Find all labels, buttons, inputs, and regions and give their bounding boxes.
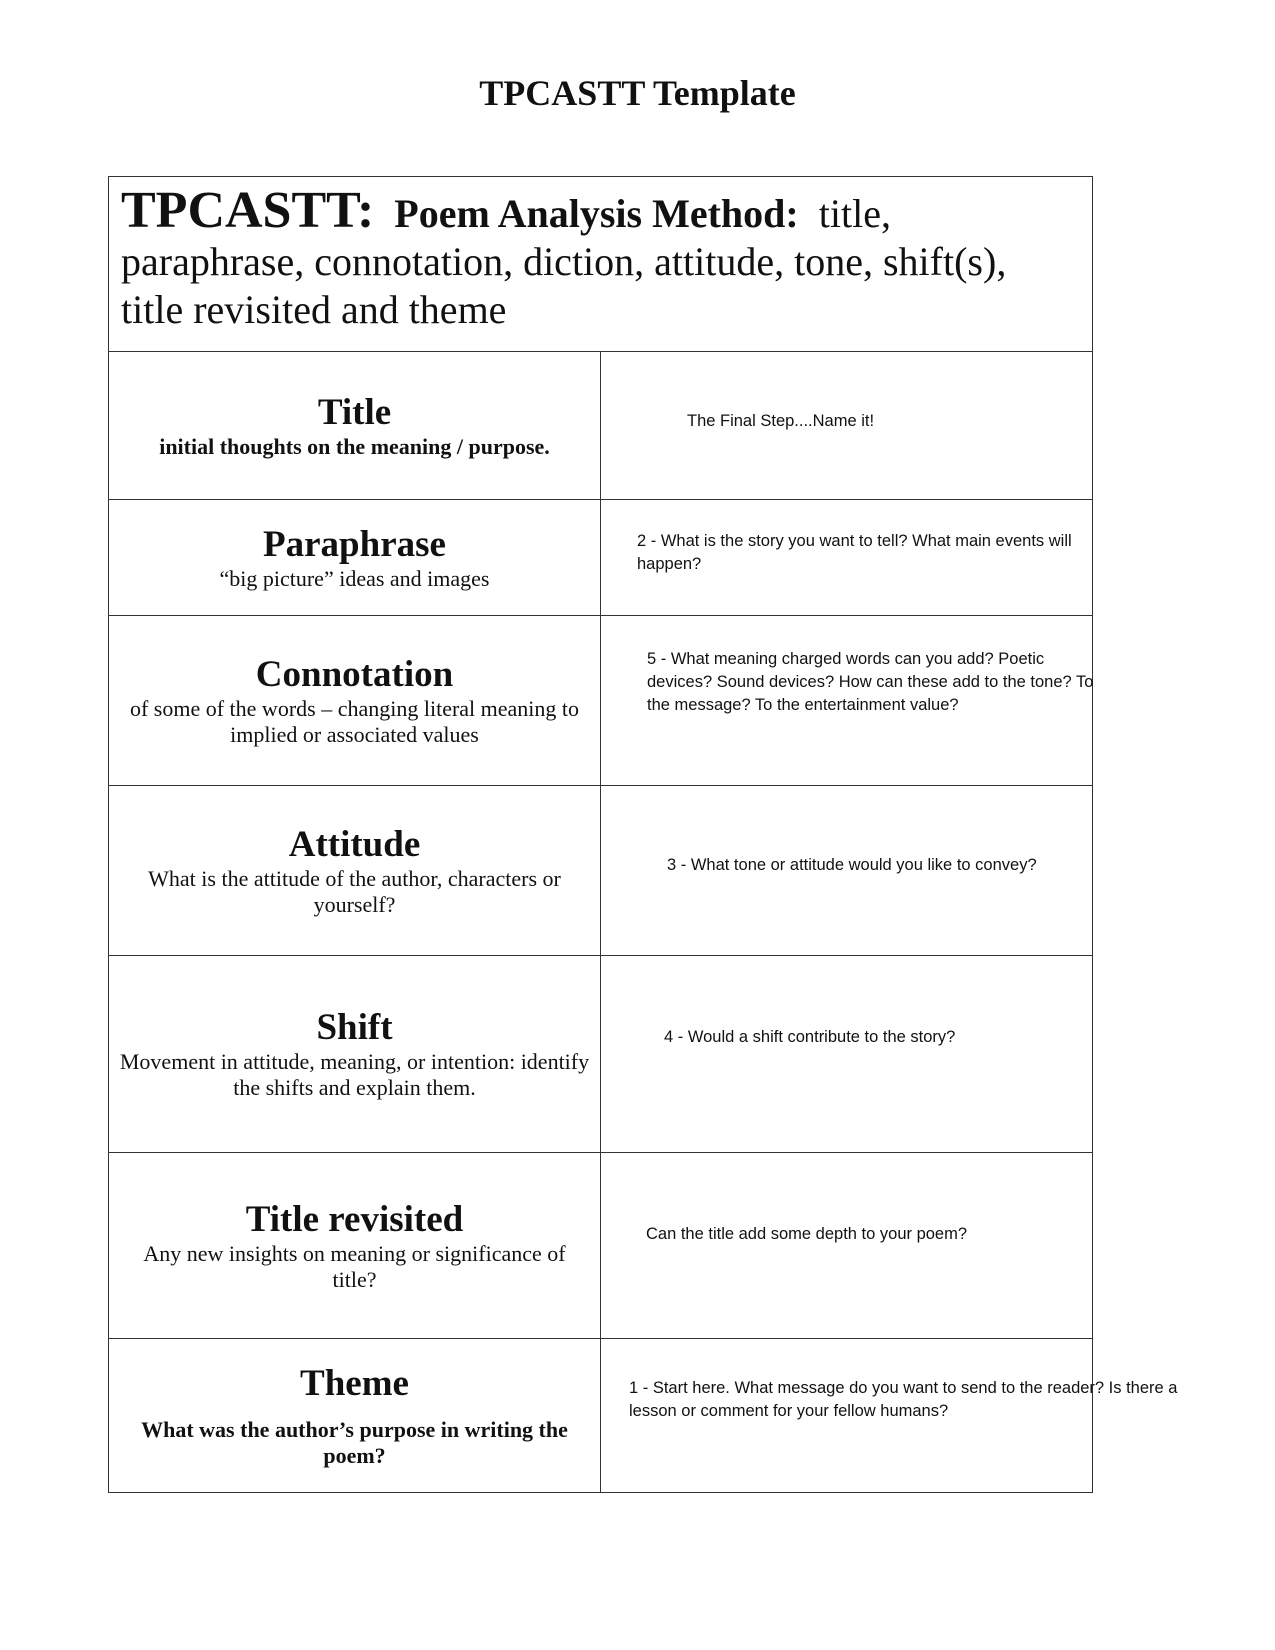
row-heading-paraphrase: Paraphrase [263, 523, 446, 565]
answer-cell-attitude[interactable] [601, 786, 1093, 956]
prompt-shift: 4 - Would a shift contribute to the story? [664, 1028, 956, 1046]
row-subtitle-shift: Movement in attitude, meaning, or intention: identify the shifts and explain them. [119, 1049, 590, 1100]
answer-cell-paraphrase[interactable] [601, 500, 1093, 616]
header-line3: title revisited and theme [121, 287, 507, 332]
row-subtitle-attitude: What is the attitude of the author, characters or yourself? [148, 865, 561, 917]
row-subtitle-paraphrase: “big picture” ideas and images [219, 565, 490, 591]
answer-cell-title-revisited[interactable] [601, 1153, 1093, 1339]
row-connotation [109, 616, 1093, 786]
header-text [121, 182, 1080, 334]
label-cell-theme [109, 1339, 601, 1493]
label-cell-attitude [109, 786, 601, 956]
answer-cell-theme[interactable] [601, 1339, 1178, 1493]
row-heading-shift: Shift [316, 1007, 393, 1048]
document-title: TPCASTT Template [479, 73, 796, 113]
tpcastt-table [108, 176, 1178, 1493]
row-subtitle-connotation: of some of the words – changing literal meaning to implied or associated values [129, 695, 580, 747]
header-acronym: TPCASTT: [121, 182, 375, 239]
row-title-revisited [109, 1153, 1093, 1339]
header-line1-rest: title, [818, 191, 891, 236]
row-subtitle-title: initial thoughts on the meaning / purpose. [159, 433, 550, 459]
prompt-attitude: 3 - What tone or attitude would you like to convey? [667, 856, 1037, 874]
header-line2: paraphrase, connotation, diction, attitude, tone, shift(s), [121, 239, 1007, 284]
header-cell [109, 177, 1093, 352]
label-cell-connotation [109, 616, 601, 786]
answer-cell-shift[interactable] [601, 956, 1093, 1153]
prompt-theme: 1 - Start here. What message do you want to send to the reader? Is there a lesson or comment for your fellow humans? [629, 1379, 1178, 1420]
row-shift [109, 956, 1093, 1153]
row-subtitle-title-revisited: Any new insights on meaning or significance of title? [143, 1240, 566, 1292]
prompt-connotation: 5 - What meaning charged words can you add? Poetic devices? Sound devices? How can these add to the tone? To the message? To the entertainment value? [647, 650, 1094, 714]
label-cell-title-revisited [109, 1153, 601, 1339]
prompt-title-revisited: Can the title add some depth to your poem? [646, 1225, 968, 1243]
label-cell-shift [109, 956, 601, 1153]
answer-cell-title[interactable] [601, 352, 1093, 500]
prompt-title: The Final Step....Name it! [687, 412, 875, 430]
answer-cell-connotation[interactable] [601, 616, 1093, 786]
row-attitude [109, 786, 1093, 956]
row-heading-title-revisited: Title revisited [245, 1198, 464, 1240]
row-heading-attitude: Attitude [288, 823, 421, 865]
header-row [109, 177, 1093, 352]
row-subtitle-theme: What was the author’s purpose in writing the poem? [141, 1416, 568, 1468]
row-theme [109, 1339, 1093, 1493]
label-cell-title [109, 352, 601, 500]
row-heading-title: Title [317, 391, 392, 433]
row-heading-theme: Theme [300, 1362, 409, 1404]
row-heading-connotation: Connotation [255, 653, 454, 695]
header-method: Poem Analysis Method: [394, 191, 799, 236]
row-paraphrase [109, 500, 1093, 616]
row-title [109, 352, 1093, 500]
prompt-paraphrase: 2 - What is the story you want to tell? What main events will happen? [637, 532, 1072, 573]
label-cell-paraphrase [109, 500, 601, 616]
